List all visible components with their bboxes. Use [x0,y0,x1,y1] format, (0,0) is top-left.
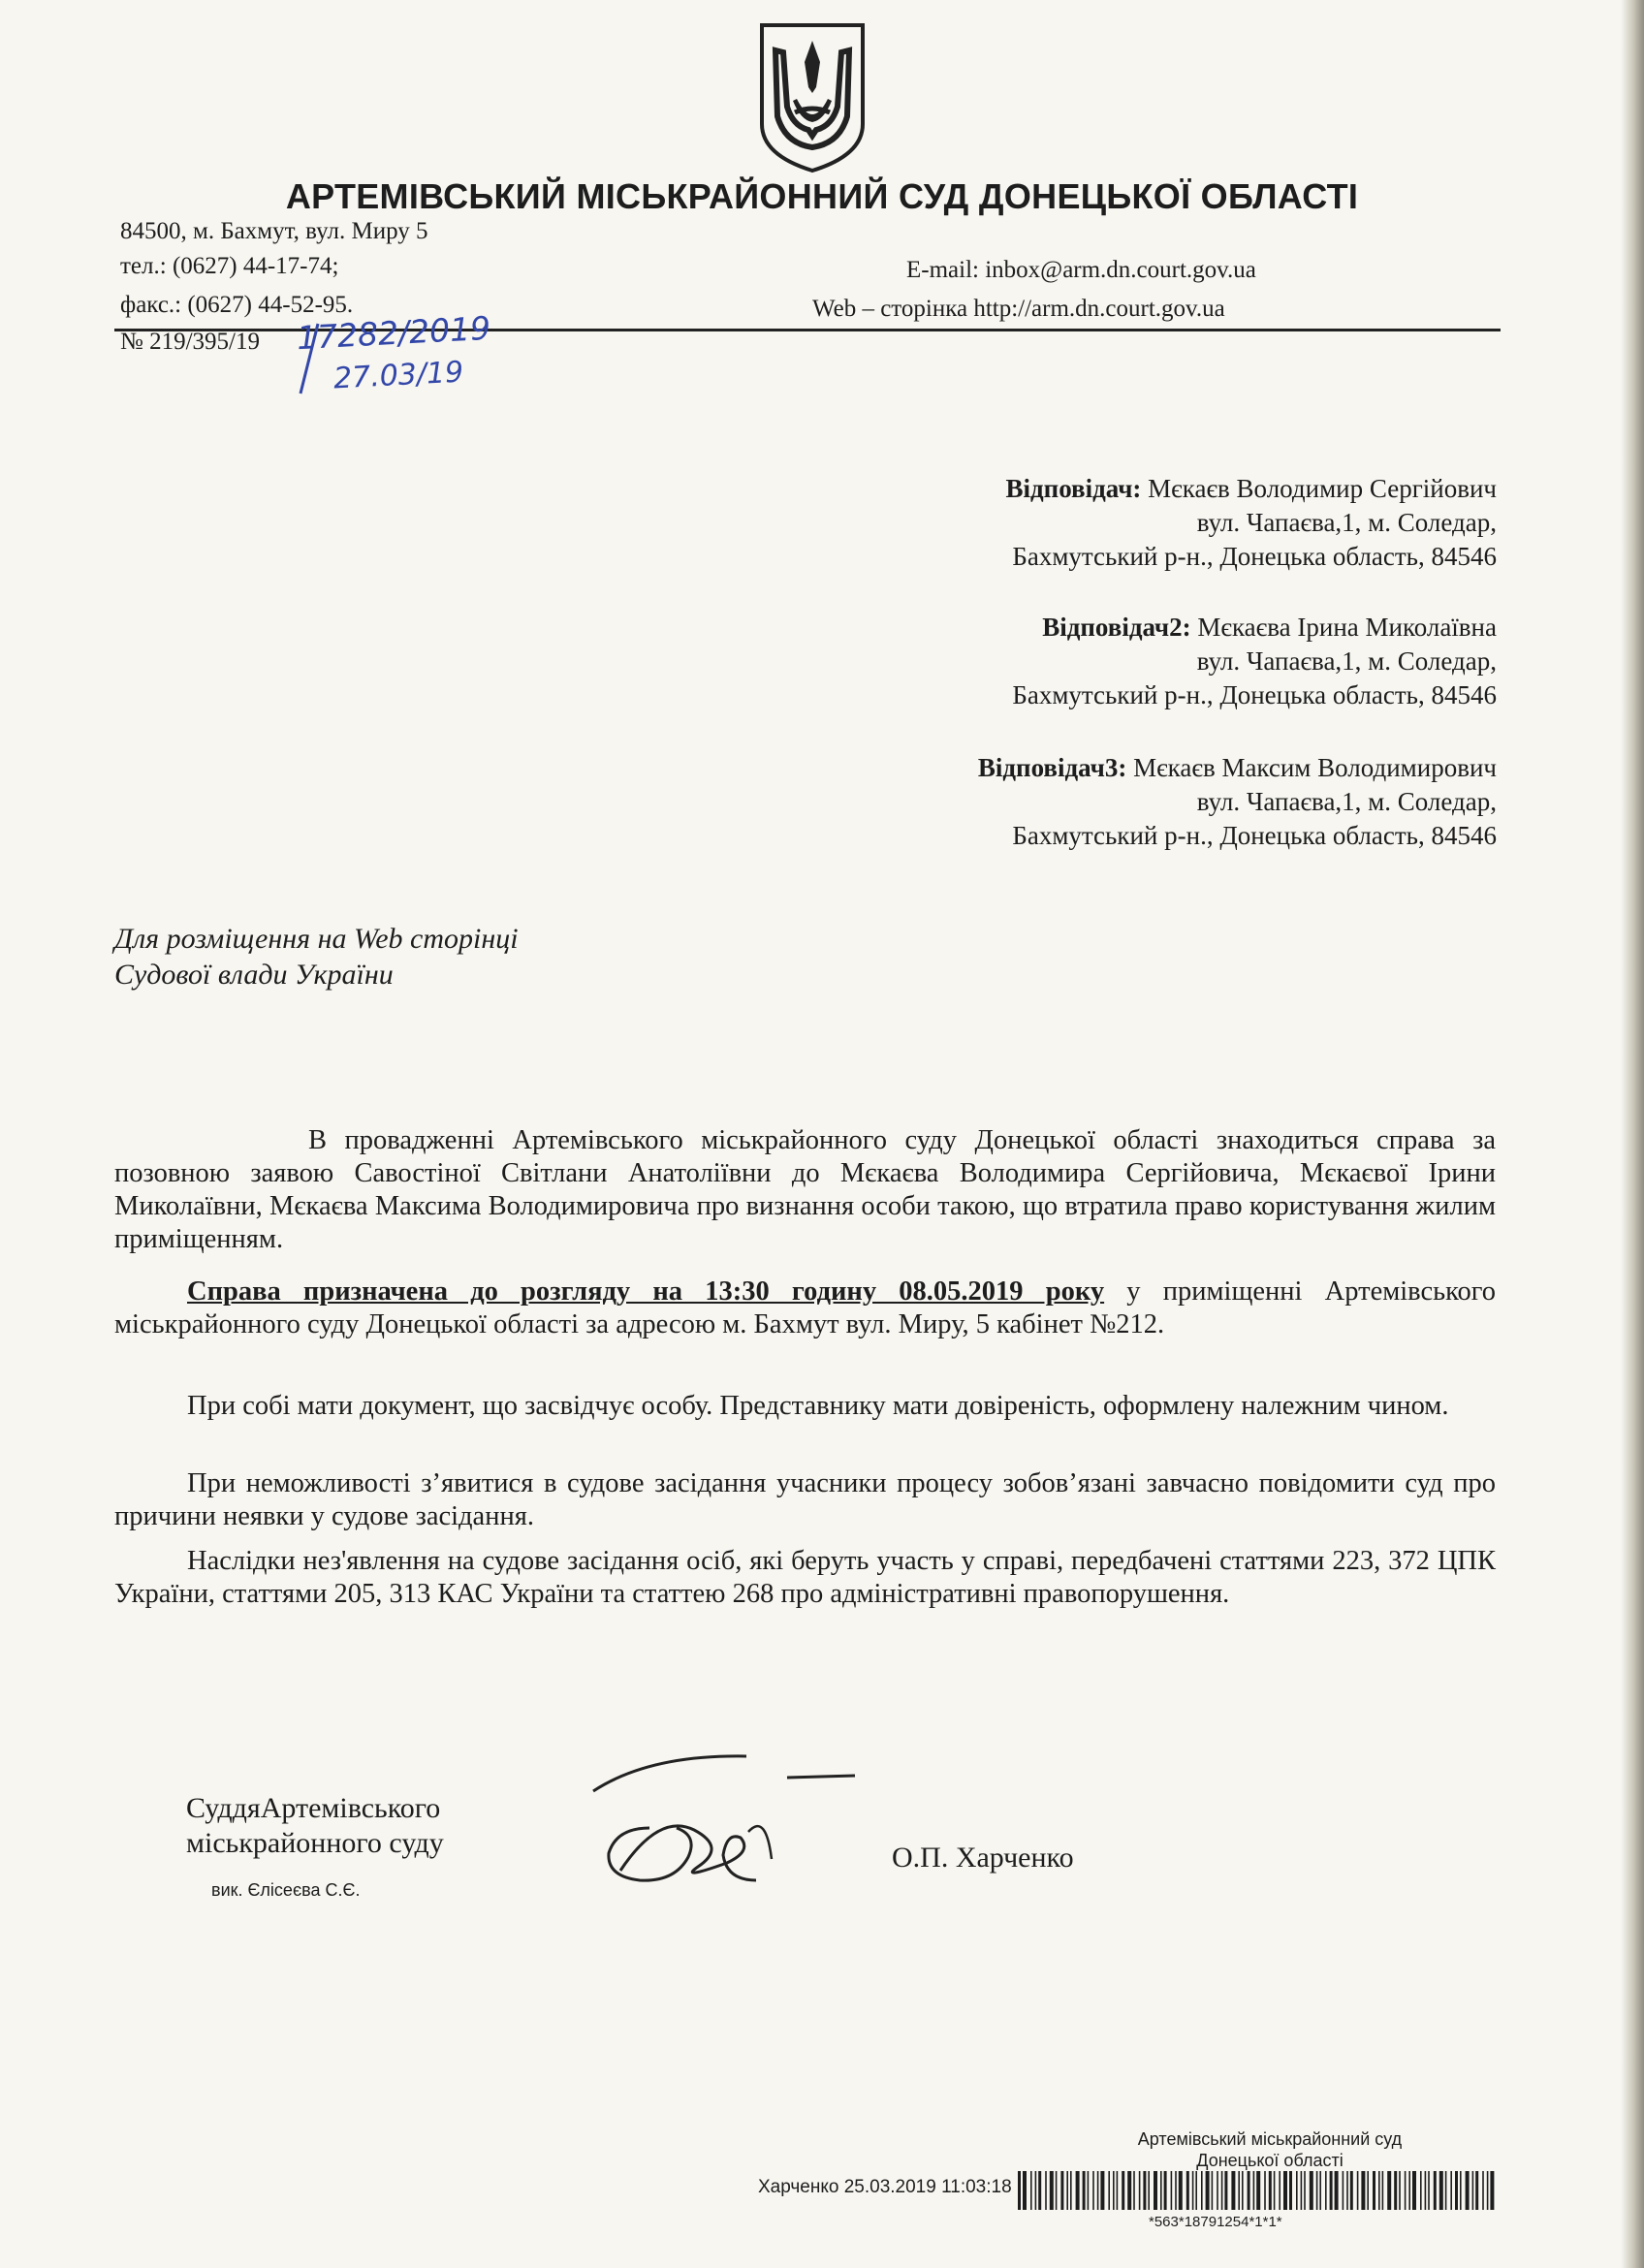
barcode-bar [1127,2171,1131,2210]
barcode-bar [1304,2171,1306,2210]
recipient-region: Бахмутський р-н., Донецька область, 84546 [1012,680,1497,709]
barcode-bar [1242,2171,1244,2210]
barcode-bar [1113,2171,1115,2210]
recipient-street: вул. Чапаєва,1, м. Соледар, [1196,508,1497,537]
recipient-block-1 [1005,472,1497,574]
barcode-bar [1387,2171,1391,2210]
recipient-region: Бахмутський р-н., Донецька область, 84546 [1012,821,1497,850]
barcode-bar [1399,2171,1401,2210]
barcode-bar [1056,2171,1058,2210]
barcode-bar [1088,2171,1090,2210]
barcode-bar [1269,2171,1272,2210]
barcode-bar [1316,2171,1318,2210]
barcode-bar [1231,2171,1235,2210]
barcode-bar [1083,2171,1086,2210]
recipient-role: Відповідач3: [977,753,1127,782]
barcode-bar [1160,2171,1162,2210]
recipient-region: Бахмутський р-н., Донецька область, 84546 [1012,542,1497,571]
barcode-bar [1171,2171,1173,2210]
body-paragraph-3 [114,1390,1496,1423]
judge-name: О.П. Харченко [892,1842,1074,1874]
stamp-timestamp: Харченко 25.03.2019 11:03:18 [758,2177,1012,2197]
barcode-bar [1076,2171,1080,2210]
barcode-bar [1455,2171,1458,2210]
barcode-bar [1274,2171,1276,2210]
barcode-bar [1192,2171,1194,2210]
barcode-icon [1016,2171,1501,2218]
court-address: 84500, м. Бахмут, вул. Миру 5 [120,218,428,244]
barcode-bar [1405,2171,1407,2210]
barcode-bar [1412,2171,1416,2210]
barcode-bar [1045,2171,1047,2210]
barcode-bar [1035,2171,1037,2210]
recipient-block-3 [978,751,1497,853]
barcode-bar [1487,2171,1489,2210]
barcode-bar [1325,2171,1327,2210]
paper-edge-shadow [1621,0,1644,2268]
barcode-bar [1279,2171,1280,2210]
barcode-bar [1224,2171,1227,2210]
judge-title [186,1791,444,1861]
barcode-bar [1018,2171,1021,2210]
paragraph-text: При неможливості з’явитися в судове засідання учасники процесу зобов’язані завчасно повідомити суд про причини неявки у судове засідання. [114,1468,1496,1531]
barcode-bar [1148,2171,1150,2210]
stamp-court-line1: Артемівський міськрайонний суд [1137,2129,1403,2149]
recipient-name: Мєкаєв Максим Володимирович [1133,753,1497,782]
barcode-bar [1238,2171,1240,2210]
recipient-block-2 [1012,611,1497,712]
recipient-street: вул. Чапаєва,1, м. Соледар, [1196,787,1497,816]
barcode-bar [1350,2171,1353,2210]
barcode-bar [1434,2171,1437,2210]
barcode-bar [1201,2171,1203,2210]
barcode-bar [1394,2171,1397,2210]
barcode-bar [1248,2171,1250,2210]
barcode-bar [1310,2171,1313,2210]
barcode-bar [1466,2171,1470,2210]
coat-of-arms-icon [754,19,870,174]
barcode-bar [1472,2171,1474,2210]
body-paragraph-5 [114,1545,1496,1611]
handwritten-signature-icon [582,1735,872,1909]
paragraph-text: В провадженні Артемівського міськрайонного суду Донецької області знаходиться справа за позовною заявою Савостіної Світлани Анатоліївни до Мєкаєва Володимира Сергійовича, Мєкаєвої Ірини Миколаївни, Мєкаєва Максима Володимировича про визнання особи такою, що втратила право користування жилим приміщенням. [114,1125,1496,1254]
body-paragraph-2 [114,1276,1496,1341]
barcode-bar [1450,2171,1452,2210]
court-fax: факс.: (0627) 44-52-95. [120,292,354,318]
judge-title-line1: СуддяАртемівського [186,1792,441,1824]
barcode-bar [1482,2171,1484,2210]
publication-note-line1: Для розміщення на Web сторінці [114,923,519,955]
recipient-name: Мєкаєва Ірина Миколаївна [1197,613,1497,642]
handwritten-registration-date: 27.03/19 [332,355,464,396]
barcode-bar [1164,2171,1167,2210]
barcode-bar [1092,2171,1094,2210]
recipient-role: Відповідач2: [1042,613,1191,642]
barcode-bar [1283,2171,1287,2210]
handwritten-slash-icon [289,320,328,397]
reference-number: № 219/395/19 [120,329,260,355]
barcode-bar [1378,2171,1380,2210]
barcode-bar [1490,2171,1494,2210]
barcode-bar [1175,2171,1177,2210]
recipient-role: Відповідач: [1005,474,1142,503]
barcode-bar [1060,2171,1063,2210]
barcode-bar [1289,2171,1292,2210]
court-email: E-mail: inbox@arm.dn.court.gov.ua [906,257,1256,283]
barcode-bar [1108,2171,1110,2210]
barcode-bar [1475,2171,1478,2210]
barcode-bar [1066,2171,1068,2210]
recipient-name: Мєкаєв Володимир Сергійович [1148,474,1497,503]
barcode-bar [1264,2171,1266,2210]
barcode-bar [1212,2171,1214,2210]
barcode-bar [1425,2171,1427,2210]
barcode-bar [1050,2171,1054,2210]
barcode-bar [1357,2171,1359,2210]
stamp-court-line2: Донецької області [1196,2151,1344,2170]
barcode-bar [1023,2171,1027,2210]
barcode-bar [1373,2171,1375,2210]
barcode-bar [1143,2171,1146,2210]
barcode-number: *563*18791254*1*1* [1149,2214,1282,2230]
court-title: АРТЕМІВСЬКИЙ МІСЬКРАЙОННИЙ СУД ДОНЕЦЬКОЇ ОБЛАСТІ [285,176,1359,216]
barcode-bar [1070,2171,1072,2210]
barcode-bar [1097,2171,1099,2210]
barcode-bar [1217,2171,1218,2210]
barcode-bar [1420,2171,1422,2210]
barcode-bar [1038,2171,1041,2210]
barcode-bar [1221,2171,1223,2210]
barcode-bar [1335,2171,1339,2210]
barcode-bar [1439,2171,1443,2210]
barcode-bar [1186,2171,1189,2210]
hearing-date-text: Справа призначена до розгляду на 13:30 годину 08.05.2019 року [187,1276,1105,1307]
publication-note-line2: Судової влади України [114,959,394,991]
barcode-bar [1154,2171,1157,2210]
executor-note: вик. Єлісеєва С.Є. [211,1880,361,1900]
barcode-bar [1428,2171,1430,2210]
barcode-bar [1195,2171,1197,2210]
judge-title-line2: міськрайонного суду [186,1827,444,1859]
barcode-bar [1133,2171,1135,2210]
barcode-bar [1301,2171,1303,2210]
stamp-court-name [1086,2128,1454,2171]
body-paragraph-1 [114,1124,1496,1256]
barcode-bar [1408,2171,1410,2210]
recipient-street: вул. Чапаєва,1, м. Соледар, [1196,646,1497,676]
barcode-bar [1296,2171,1298,2210]
barcode-bar [1319,2171,1321,2210]
barcode-bar [1206,2171,1210,2210]
paragraph-text: При собі мати документ, що засвідчує особу. Представнику мати довіреність, оформлену належним чином. [187,1391,1449,1421]
hearing-location-text: у приміщенні Артемівського міськрайонного суду Донецької області за адресою м. Бахмут вул. Миру, 5 кабінет №212. [114,1276,1496,1339]
barcode-bar [1367,2171,1369,2210]
barcode-bar [1100,2171,1104,2210]
barcode-bar [1343,2171,1344,2210]
barcode-bar [1460,2171,1462,2210]
barcode-bar [1253,2171,1255,2210]
barcode-bar [1445,2171,1447,2210]
barcode-bar [1122,2171,1124,2210]
barcode-bar [1256,2171,1260,2210]
barcode-bar [1117,2171,1119,2210]
handwritten-registration-number: 17282/2019 [296,308,491,358]
barcode-bar [1179,2171,1183,2210]
barcode-bar [1346,2171,1348,2210]
barcode-bar [1139,2171,1141,2210]
publication-note [114,921,519,992]
paragraph-text: Наслідки нез'явлення на судове засідання осіб, які беруть участь у справі, передбачені статтями 223, 372 ЦПК України, статтями 205, 313 КАС України та статтею 268 про адміністративні правопорушення. [114,1546,1496,1609]
barcode-bar [1330,2171,1333,2210]
court-website: Web – сторінка http://arm.dn.court.gov.ua [812,296,1225,322]
barcode-bar [1382,2171,1384,2210]
court-phone: тел.: (0627) 44-17-74; [120,253,339,279]
body-paragraph-4 [114,1467,1496,1533]
barcode-bar [1030,2171,1032,2210]
barcode-bar [1361,2171,1365,2210]
